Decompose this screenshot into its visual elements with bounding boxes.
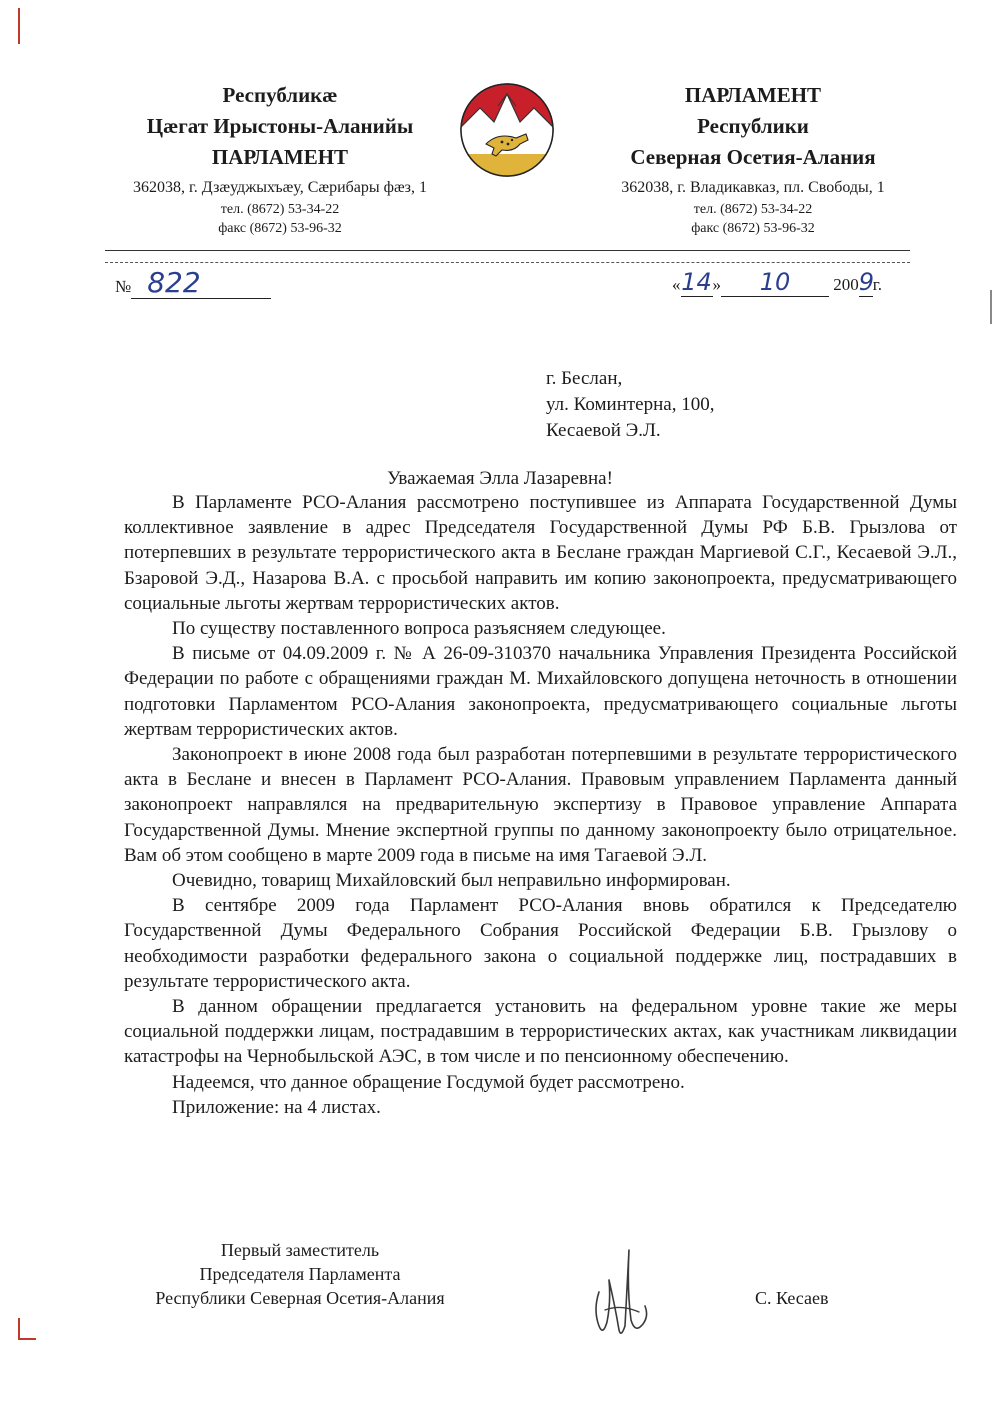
handwritten-number: 822 xyxy=(131,268,271,299)
paragraph: Приложение: на 4 листах. xyxy=(172,1096,381,1118)
document-number xyxy=(115,268,271,299)
signatory-name: С. Кесаев xyxy=(755,1288,829,1308)
signatory-title-line2: Председателя Парламента xyxy=(199,1264,401,1284)
paragraph: По существу поставленного вопроса разъясняем следующее. xyxy=(172,618,666,640)
letterhead-ossetian xyxy=(95,80,465,238)
letterhead-dashed-divider xyxy=(105,262,910,263)
letterhead-left-line1: Республикæ xyxy=(222,83,338,107)
coat-of-arms-emblem xyxy=(458,78,556,182)
letterhead-left-line3: ПАРЛАМЕНТ xyxy=(211,145,349,169)
letterhead-right-tel: тел. (8672) 53-34-22 xyxy=(693,202,813,217)
paragraph: В письме от 04.09.2009 г. № А 26-09-310370 начальника Управления Президента Российской Федерации по работе с обращениями граждан М. Михайловского допущена неточность в отношении подготовки Парламентом РСО-Алания законопроекта, предусматривающего социальные льготы жертвам террористических актов. xyxy=(124,643,957,740)
letterhead-right-line3: Северная Осетия-Алания xyxy=(630,145,876,169)
paragraph: В данном обращении предлагается установить на федеральном уровне такие же меры социальной поддержки лицам, пострадавшим в террористических актах, как участникам ликвидации катастрофы на Чернобыльской АЭС, в том числе и по пенсионному обеспечению. xyxy=(124,996,957,1068)
date-year-prefix: 200 xyxy=(833,275,859,294)
addressee-block xyxy=(546,366,714,444)
letterhead-right-address: 362038, г. Владикавказ, пл. Свободы, 1 xyxy=(621,179,885,196)
paragraph: В сентябре 2009 года Парламент РСО-Алания вновь обратился к Председателю Государственной Думы Федерального Собрания Российской Федерации Б.В. Грызлову о необходимости разработки федерального закона о социальной поддержке лиц, пострадавших в результате террористического акта. xyxy=(124,895,957,992)
addressee-name: Кесаевой Э.Л. xyxy=(546,420,661,441)
letter-body xyxy=(124,490,957,1120)
addressee-street: ул. Коминтерна, 100, xyxy=(546,394,715,415)
letterhead-left-address: 362038, г. Дзæуджыхъæу, Сæрибары фæз, 1 xyxy=(133,179,427,196)
paragraph: Очевидно, товарищ Михайловский был неправильно информирован. xyxy=(172,870,731,892)
number-prefix: № xyxy=(115,277,132,296)
addressee-city: г. Беслан, xyxy=(546,368,623,389)
signatory-title-line3: Республики Северная Осетия-Алания xyxy=(155,1288,445,1308)
corner-crop-mark xyxy=(989,290,992,324)
letterhead-right-line2: Республики xyxy=(697,114,809,138)
paragraph: Законопроект в июне 2008 года был разработан потерпевшими в результате террористического акта в Беслане и внесен в Парламент РСО-Алания. Правовым управлением Парламента данный законопроект направлялся на предварительную экспертизу в Правовое управление Аппарата Государственной Думы. Мнение экспертной группы по данному законопроекту было отрицательное. Вам об этом сообщено в марте 2009 года в письме на имя Тагаевой Э.Л. xyxy=(124,744,957,866)
handwritten-year-digit: 9 xyxy=(858,268,875,296)
salutation: Уважаемая Элла Лазаревна! xyxy=(387,468,613,489)
paragraph: В Парламенте РСО-Алания рассмотрено поступившее из Аппарата Государственной Думы коллективное заявление в адрес Председателя Государственной Думы РФ Б.В. Грызлова от потерпевших в результате террористического акта в Беслане граждан Маргиевой С.Г., Кесаевой Э.Л., Бзаровой Э.Д., Назарова В.А. с просьбой направить им копию законопроекта, предусматривающего социальные льготы жертвам террористических актов. xyxy=(124,492,957,614)
letterhead-right-fax: факс (8672) 53-96-32 xyxy=(691,221,815,236)
corner-crop-mark xyxy=(18,1318,36,1340)
document-date xyxy=(672,268,882,297)
corner-crop-mark xyxy=(18,8,21,44)
date-open-quote: « xyxy=(672,275,681,294)
letterhead-right-line1: ПАРЛАМЕНТ xyxy=(684,83,822,107)
letterhead-left-line2: Цæгат Ирыстоны-Аланийы xyxy=(146,114,414,138)
paragraph: Надеемся, что данное обращение Госдумой будет рассмотрено. xyxy=(172,1071,685,1093)
date-suffix: г. xyxy=(872,275,883,294)
handwritten-month: 10 xyxy=(759,268,791,296)
handwritten-day: 14 xyxy=(681,268,712,296)
letterhead-left-tel: тел. (8672) 53-34-22 xyxy=(220,202,340,217)
signatory-title xyxy=(124,1238,476,1310)
letterhead-left-fax: факс (8672) 53-96-32 xyxy=(218,221,342,236)
handwritten-signature xyxy=(585,1240,665,1340)
signatory-title-line1: Первый заместитель xyxy=(220,1240,380,1260)
date-close-quote: » xyxy=(712,275,721,294)
letterhead-divider xyxy=(105,250,910,251)
letterhead-russian xyxy=(578,80,928,238)
